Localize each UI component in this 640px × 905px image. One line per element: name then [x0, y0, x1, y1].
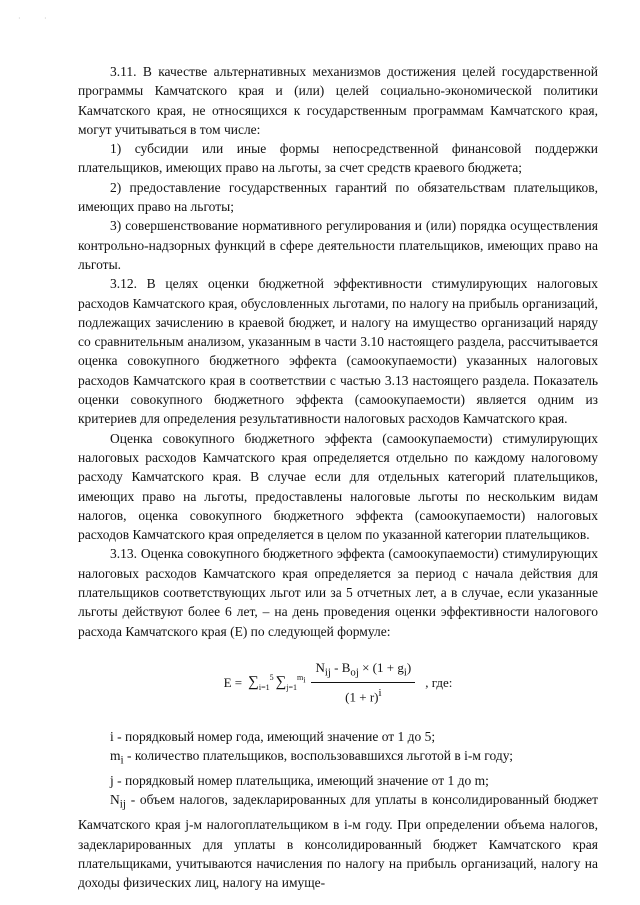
formula-where: , где:: [425, 674, 453, 690]
list-item-2: 2) предоставление государственных гарантий по обязательствам плательщиков, имеющих право на льготы;: [78, 179, 598, 215]
paragraph-3-12: 3.12. В целях оценки бюджетной эффективности стимулирующих налоговых расходов Камчатского края, обусловленных льготами, по налогу на прибыль организаций, подлежащих зачислению в краевой бюджет, и налогу на имущество организаций наряду со сравнительным анализом, указанным в части 3.10 настоящего раздела, рассчитывается оценка совокупного бюджетного эффекта (самоокупаемости) указанных налоговых расходов Камчатского края в соответствии с частью 3.13 настоящего раздела. Показатель оценки совокупного бюджетного эффекта (самоокупаемости) является одним из критериев для определения результативности налоговых расходов Камчатского края.: [78, 276, 598, 427]
definition-j: j - порядковый номер плательщика, имеющий значение от 1 до m;: [110, 773, 489, 789]
definition-i: i - порядковый номер года, имеющий значение от 1 до 5;: [110, 728, 436, 744]
sum-symbol-i: $\sum_{i=1}^5$: [248, 673, 274, 693]
scan-mark: ·: [44, 14, 47, 23]
list-item-3: 3) совершенствование нормативного регулирования и (или) порядка осуществления контрольно-надзорных функций в сфере деятельности плательщиков, имеющих право на льготы.: [78, 218, 598, 272]
formula-lhs: E =: [223, 674, 243, 690]
definition-m: $m_i$ - количество плательщиков, воспользовавшихся льготой в i-м году;: [110, 748, 514, 767]
sum-symbol-j: $\sum_{j=1}^{m_i}$: [275, 673, 306, 693]
definition-n: $N_{ij}$ - объем налогов, задекларированных для уплаты в консолидированный бюджет Камчатского края j-м налогоплательщиком в i-м году. При определении объема налогов, задекларированных для уплаты в консолидированный бюджет Камчатского края плательщиками, учитываются начисления по налогу на прибыль организаций, налогу на доходы физических лиц, налогу на имуще-: [78, 792, 598, 891]
formula-fraction: [311, 660, 415, 705]
variable-definitions: [78, 727, 598, 893]
paragraph-3-11: 3.11. В качестве альтернативных механизмов достижения целей государственной программы Камчатского края и (или) целей социально-экономической политики Камчатского края, не относящихся к государственным программам Камчатского края, могут учитываться в том числе:: [78, 64, 598, 137]
paragraph-assessment: Оценка совокупного бюджетного эффекта (самоокупаемости) стимулирующих налоговых расходов Камчатского края определяется отдельно по каждому налоговому расходу Камчатского края. В случае если для отдельных категорий плательщиков, имеющих право на льготы, предоставлены налоговые льготы по нескольким видам налогов, оценка совокупного бюджетного эффекта (самоокупаемости) налоговых расходов Камчатского края определяется в целом по указанной категории плательщиков.: [78, 430, 598, 543]
efficiency-formula: [78, 653, 598, 713]
formula-numerator: $N_{ij} - B_{oj} \times (1 + g_i)$: [311, 660, 415, 683]
formula-denominator: $(1 + r)^i$: [345, 687, 382, 705]
paragraph-3-13: 3.13. Оценка совокупного бюджетного эффекта (самоокупаемости) стимулирующих налоговых расходов Камчатского края определяется за период с начала действия для плательщиков соответствующих льгот или за 5 отчетных лет, а в случае, если указанные льготы действуют более 6 лет, – на день проведения оценки эффективности налогового расхода Камчатского края (E) по следующей формуле:: [78, 546, 598, 639]
scan-mark: ·: [18, 14, 21, 23]
document-body: [78, 62, 598, 893]
list-item-1: 1) субсидии или иные формы непосредственной финансовой поддержки плательщиков, имеющих право на льготы, за счет средств краевого бюджета;: [78, 141, 598, 176]
